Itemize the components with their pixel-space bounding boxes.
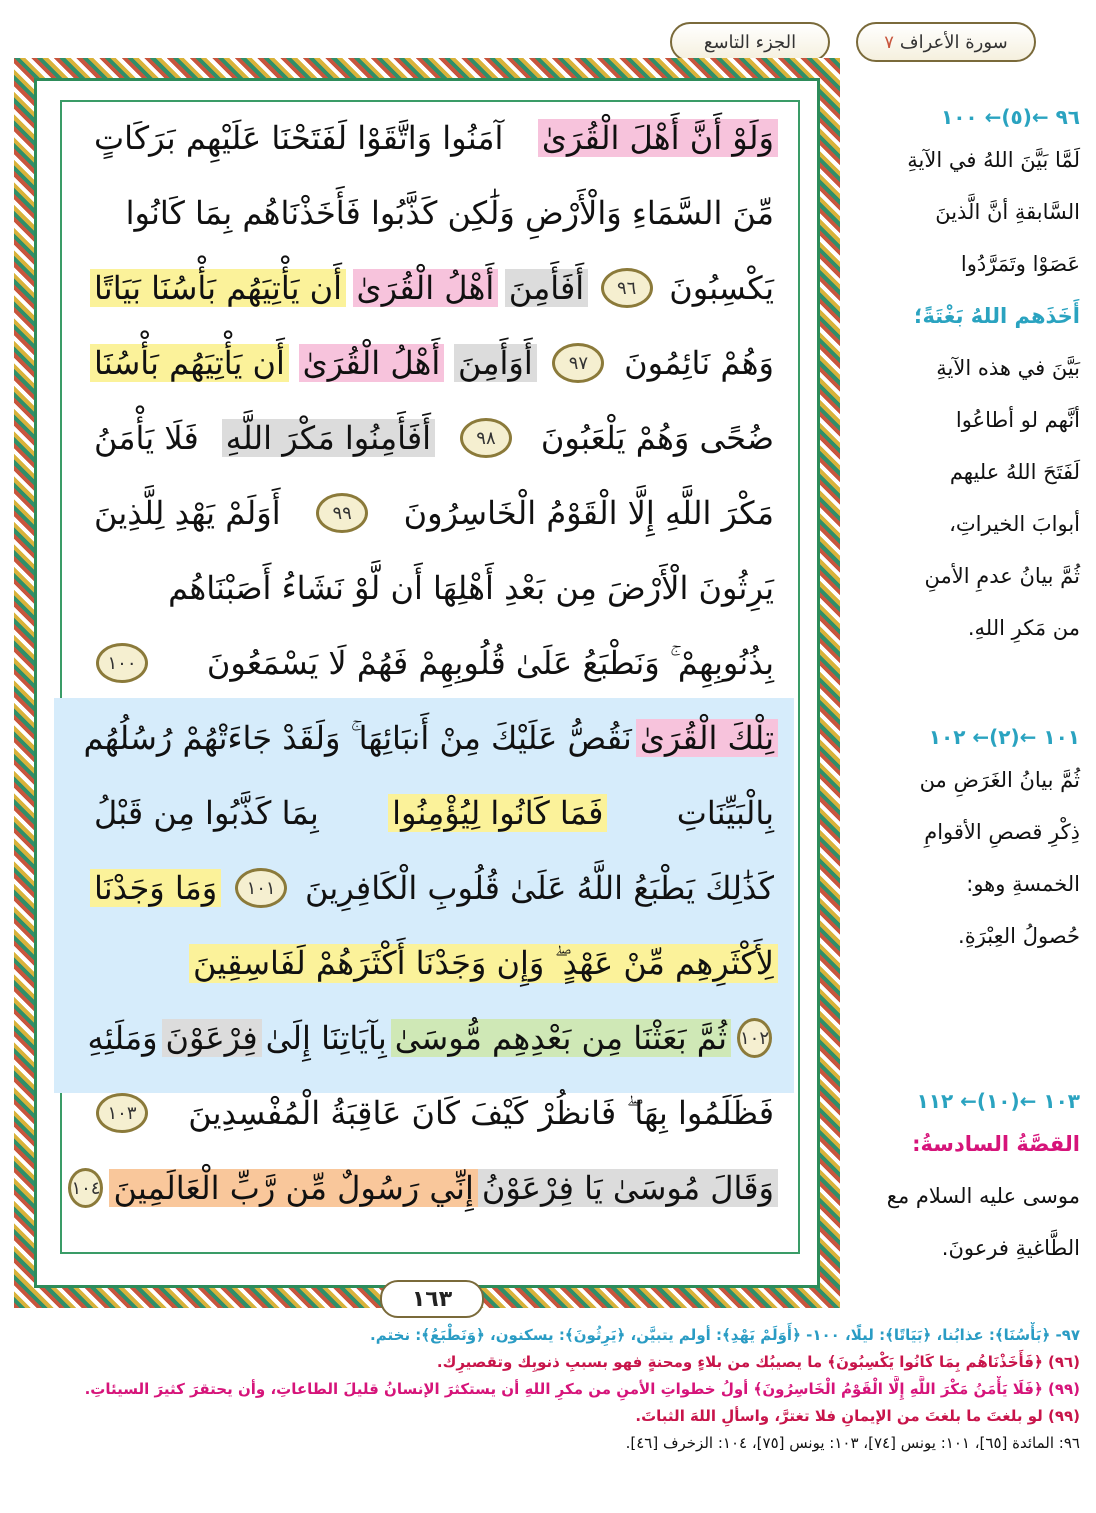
- ayah-text: فَمَا كَانُوا لِيُؤْمِنُوا: [388, 794, 607, 832]
- side-line: ثُمَّ بيانُ عدمِ الأمنِ: [924, 564, 1080, 588]
- side-text-3: [850, 1118, 1080, 1274]
- side-text-2: [850, 754, 1080, 962]
- ayah-text: أَفَأَمِنُوا مَكْرَ اللَّهِ: [222, 419, 435, 457]
- side-block-3: [850, 1084, 1080, 1274]
- ayah-text: أَوَلَمْ يَهْدِ لِلَّذِينَ: [94, 494, 281, 532]
- ayah-number: ١٠٣: [96, 1093, 148, 1133]
- side-line: القصَّةُ السادسةُ:: [912, 1132, 1080, 1156]
- quran-line: [71, 1160, 778, 1216]
- ayah-text: كَذَٰلِكَ يَطْبَعُ اللَّهُ عَلَىٰ قُلُوبِ الْكَافِرِينَ: [304, 869, 774, 907]
- side-line: ثُمَّ بيانُ الغَرَضِ من: [919, 768, 1080, 792]
- side-line: أنَّهم لو أطاعُوا: [955, 408, 1080, 432]
- side-line: ذِكْرِ قصصِ الأقوامِ: [924, 820, 1080, 844]
- quran-text-area: [60, 100, 800, 1254]
- quran-line: [90, 1085, 778, 1141]
- quran-line: [90, 185, 778, 241]
- ayah-text: ضُحًى وَهُمْ يَلْعَبُونَ: [540, 419, 774, 457]
- footnotes: [20, 1322, 1080, 1457]
- footnote-line: (٩٩) لو بلغتَ ما بلغتَ من الإيمانِ فلا تغترَّ، واسألِ اللهَ الثباتَ.: [635, 1407, 1080, 1425]
- quran-line: [90, 260, 778, 316]
- ayah-text: فَظَلَمُوا بِهَا ۖ فَانظُرْ كَيْفَ كَانَ عَاقِبَةُ الْمُفْسِدِينَ: [188, 1093, 774, 1132]
- side-line: حُصولُ العِبْرَةِ.: [958, 924, 1080, 948]
- ayah-text: لِأَكْثَرِهِم مِّنْ عَهْدٍ ۖ وَإِن وَجَدْنَا أَكْثَرَهُمْ لَفَاسِقِينَ: [189, 944, 778, 983]
- ayah-number: ١٠٢: [737, 1018, 772, 1058]
- ayah-text: بِذُنُوبِهِمْ ۚ وَنَطْبَعُ عَلَىٰ قُلُوبِهِمْ فَهُمْ لَا يَسْمَعُونَ: [206, 643, 774, 682]
- side-block-1: [850, 100, 1080, 654]
- juz-label: [670, 22, 830, 62]
- ayah-text: وَمَلَئِهِ: [87, 1019, 158, 1057]
- ayah-text: أَهْلُ الْقُرَىٰ: [299, 344, 445, 382]
- ayah-text: آمَنُوا وَاتَّقَوْا لَفَتَحْنَا عَلَيْهِم بَرَكَاتٍ: [94, 119, 504, 157]
- quran-line: [90, 935, 778, 991]
- side-line: أبوابَ الخيراتِ،: [949, 512, 1080, 536]
- side-range-3: ١٠٣ ←(١٠)← ١١٢: [916, 1089, 1080, 1113]
- ayah-number: ١٠٤: [68, 1168, 103, 1208]
- footnote-line: ٩٧- ﴿بَأْسُنَا﴾: عذابُنا، ﴿بَيَاتًا﴾: ليلًا، ١٠٠- ﴿أَوَلَمْ يَهْدِ﴾: أولم يتبيَّن، ﴿يَرِثُونَ﴾: يسكنون، ﴿وَنَطْبَعُ﴾: نختم.: [370, 1326, 1080, 1344]
- page-number-text: ١٦٣: [411, 1286, 453, 1312]
- side-text-1: [850, 134, 1080, 654]
- surah-label: [856, 22, 1036, 62]
- ayah-number: ٩٩: [316, 493, 368, 533]
- side-line: موسى عليه السلام مع: [886, 1184, 1080, 1208]
- ayah-text: أَن يَأْتِيَهُم بَأْسُنَا: [90, 344, 289, 382]
- side-line: بَيَّنَ في هذه الآيةِ: [936, 356, 1080, 380]
- side-line: لَفَتَحَ اللهُ عليهم: [949, 460, 1080, 484]
- quran-line: [90, 635, 778, 691]
- ayah-text: فِرْعَوْنَ: [162, 1019, 262, 1057]
- ayah-text: وَقَالَ مُوسَىٰ يَا فِرْعَوْنُ: [478, 1169, 778, 1207]
- ayah-text: بِمَا كَذَّبُوا مِن قَبْلُ: [94, 794, 319, 832]
- juz-text: الجزء التاسع: [703, 31, 797, 53]
- footnote-line: ٩٦: المائدة [٦٥]، ١٠١: يونس [٧٤]، ١٠٣: يونس [٧٥]، ١٠٤: الزخرف [٤٦].: [625, 1434, 1080, 1452]
- ayah-number: ١٠١: [235, 868, 287, 908]
- ayah-number: ٩٧: [552, 343, 604, 383]
- side-block-2: [850, 720, 1080, 962]
- ayah-number: ٩٨: [460, 418, 512, 458]
- quran-line: [90, 785, 778, 841]
- surah-text: سورة الأعراف: [899, 31, 1008, 53]
- footnote-line: (٩٩) ﴿فَلَا يَأْمَنُ مَكْرَ اللَّهِ إِلَّا الْقَوْمُ الْخَاسِرُونَ﴾ أولُ خطواتِ الأمنِ من مكرِ اللهِ أن يستكثرَ الإنسانُ قليلَ الطاعاتِ، وأن يحتقرَ كثيرَ السيئاتِ.: [84, 1380, 1080, 1398]
- ayah-text: بِآيَاتِنَا إِلَىٰ: [265, 1019, 387, 1057]
- ayah-text: مِّنَ السَّمَاءِ وَالْأَرْضِ وَلَٰكِن كَذَّبُوا فَأَخَذْنَاهُم بِمَا كَانُوا: [125, 194, 774, 232]
- side-range-1: ٩٦ ←(٥)← ١٠٠: [940, 105, 1080, 129]
- quran-line: [90, 560, 778, 616]
- ayah-number: ١٠٠: [96, 643, 148, 683]
- ayah-text: فَلَا يَأْمَنُ: [94, 419, 199, 457]
- ayah-text: وَلَوْ أَنَّ أَهْلَ الْقُرَىٰ: [538, 119, 778, 157]
- footnote-line: (٩٦) ﴿فَأَخَذْنَاهُم بِمَا كَانُوا يَكْسِبُونَ﴾ ما يصيبُك من بلاءٍ ومحنةٍ فهو بسببِ ذنوبِك وتقصيرِك.: [436, 1353, 1080, 1371]
- ayah-number: ٩٦: [601, 268, 653, 308]
- side-line: عَصَوْا وتَمَرَّدُوا: [960, 252, 1080, 276]
- ayah-text: أَوَأَمِنَ: [454, 344, 537, 382]
- page-number: [380, 1280, 484, 1318]
- quran-line: [90, 110, 778, 166]
- ayah-text: مَكْرَ اللَّهِ إِلَّا الْقَوْمُ الْخَاسِرُونَ: [403, 494, 774, 532]
- side-range-2: ١٠١ ←(٢)← ١٠٢: [928, 725, 1080, 749]
- ayah-text: أَفَأَمِنَ: [505, 269, 588, 307]
- quran-line: [90, 860, 778, 916]
- side-line: أَخَذَهم اللهُ بَغْتَةً؛: [914, 304, 1080, 328]
- quran-line: [90, 485, 778, 541]
- ayah-text: وَهُمْ نَائِمُونَ: [624, 344, 774, 382]
- ayah-text: أَن يَأْتِيَهُم بَأْسُنَا بَيَاتًا: [90, 269, 346, 307]
- ayah-text: تِلْكَ الْقُرَىٰ: [636, 719, 778, 757]
- ayah-text: يَكْسِبُونَ: [669, 269, 774, 307]
- quran-line: [87, 1010, 778, 1066]
- surah-number: ٧: [884, 31, 894, 53]
- side-line: السَّابقةِ أنَّ الَّذينَ: [935, 200, 1080, 224]
- side-line: من مَكرِ اللهِ.: [967, 616, 1080, 640]
- quran-line: [83, 710, 778, 766]
- ayah-text: يَرِثُونَ الْأَرْضَ مِن بَعْدِ أَهْلِهَا أَن لَّوْ نَشَاءُ أَصَبْنَاهُم: [168, 569, 774, 607]
- ayah-text: وَمَا وَجَدْنَا: [90, 869, 221, 907]
- quran-line: [90, 335, 778, 391]
- ayah-text: ثُمَّ بَعَثْنَا مِن بَعْدِهِم مُّوسَىٰ: [391, 1019, 731, 1057]
- ayah-text: إِنِّي رَسُولٌ مِّن رَّبِّ الْعَالَمِينَ: [109, 1169, 477, 1207]
- side-line: الخمسةِ وهو:: [966, 872, 1080, 896]
- side-line: الطَّاغيةِ فرعونَ.: [941, 1236, 1080, 1260]
- side-line: لَمَّا بَيَّنَ اللهُ في الآيةِ: [907, 148, 1080, 172]
- ayah-text: بِالْبَيِّنَاتِ: [676, 794, 774, 832]
- ayah-text: نَقُصُّ عَلَيْكَ مِنْ أَنبَائِهَا ۚ وَلَقَدْ جَاءَتْهُمْ رُسُلُهُم: [83, 718, 632, 757]
- ayah-text: أَهْلُ الْقُرَىٰ: [353, 269, 499, 307]
- quran-line: [90, 410, 778, 466]
